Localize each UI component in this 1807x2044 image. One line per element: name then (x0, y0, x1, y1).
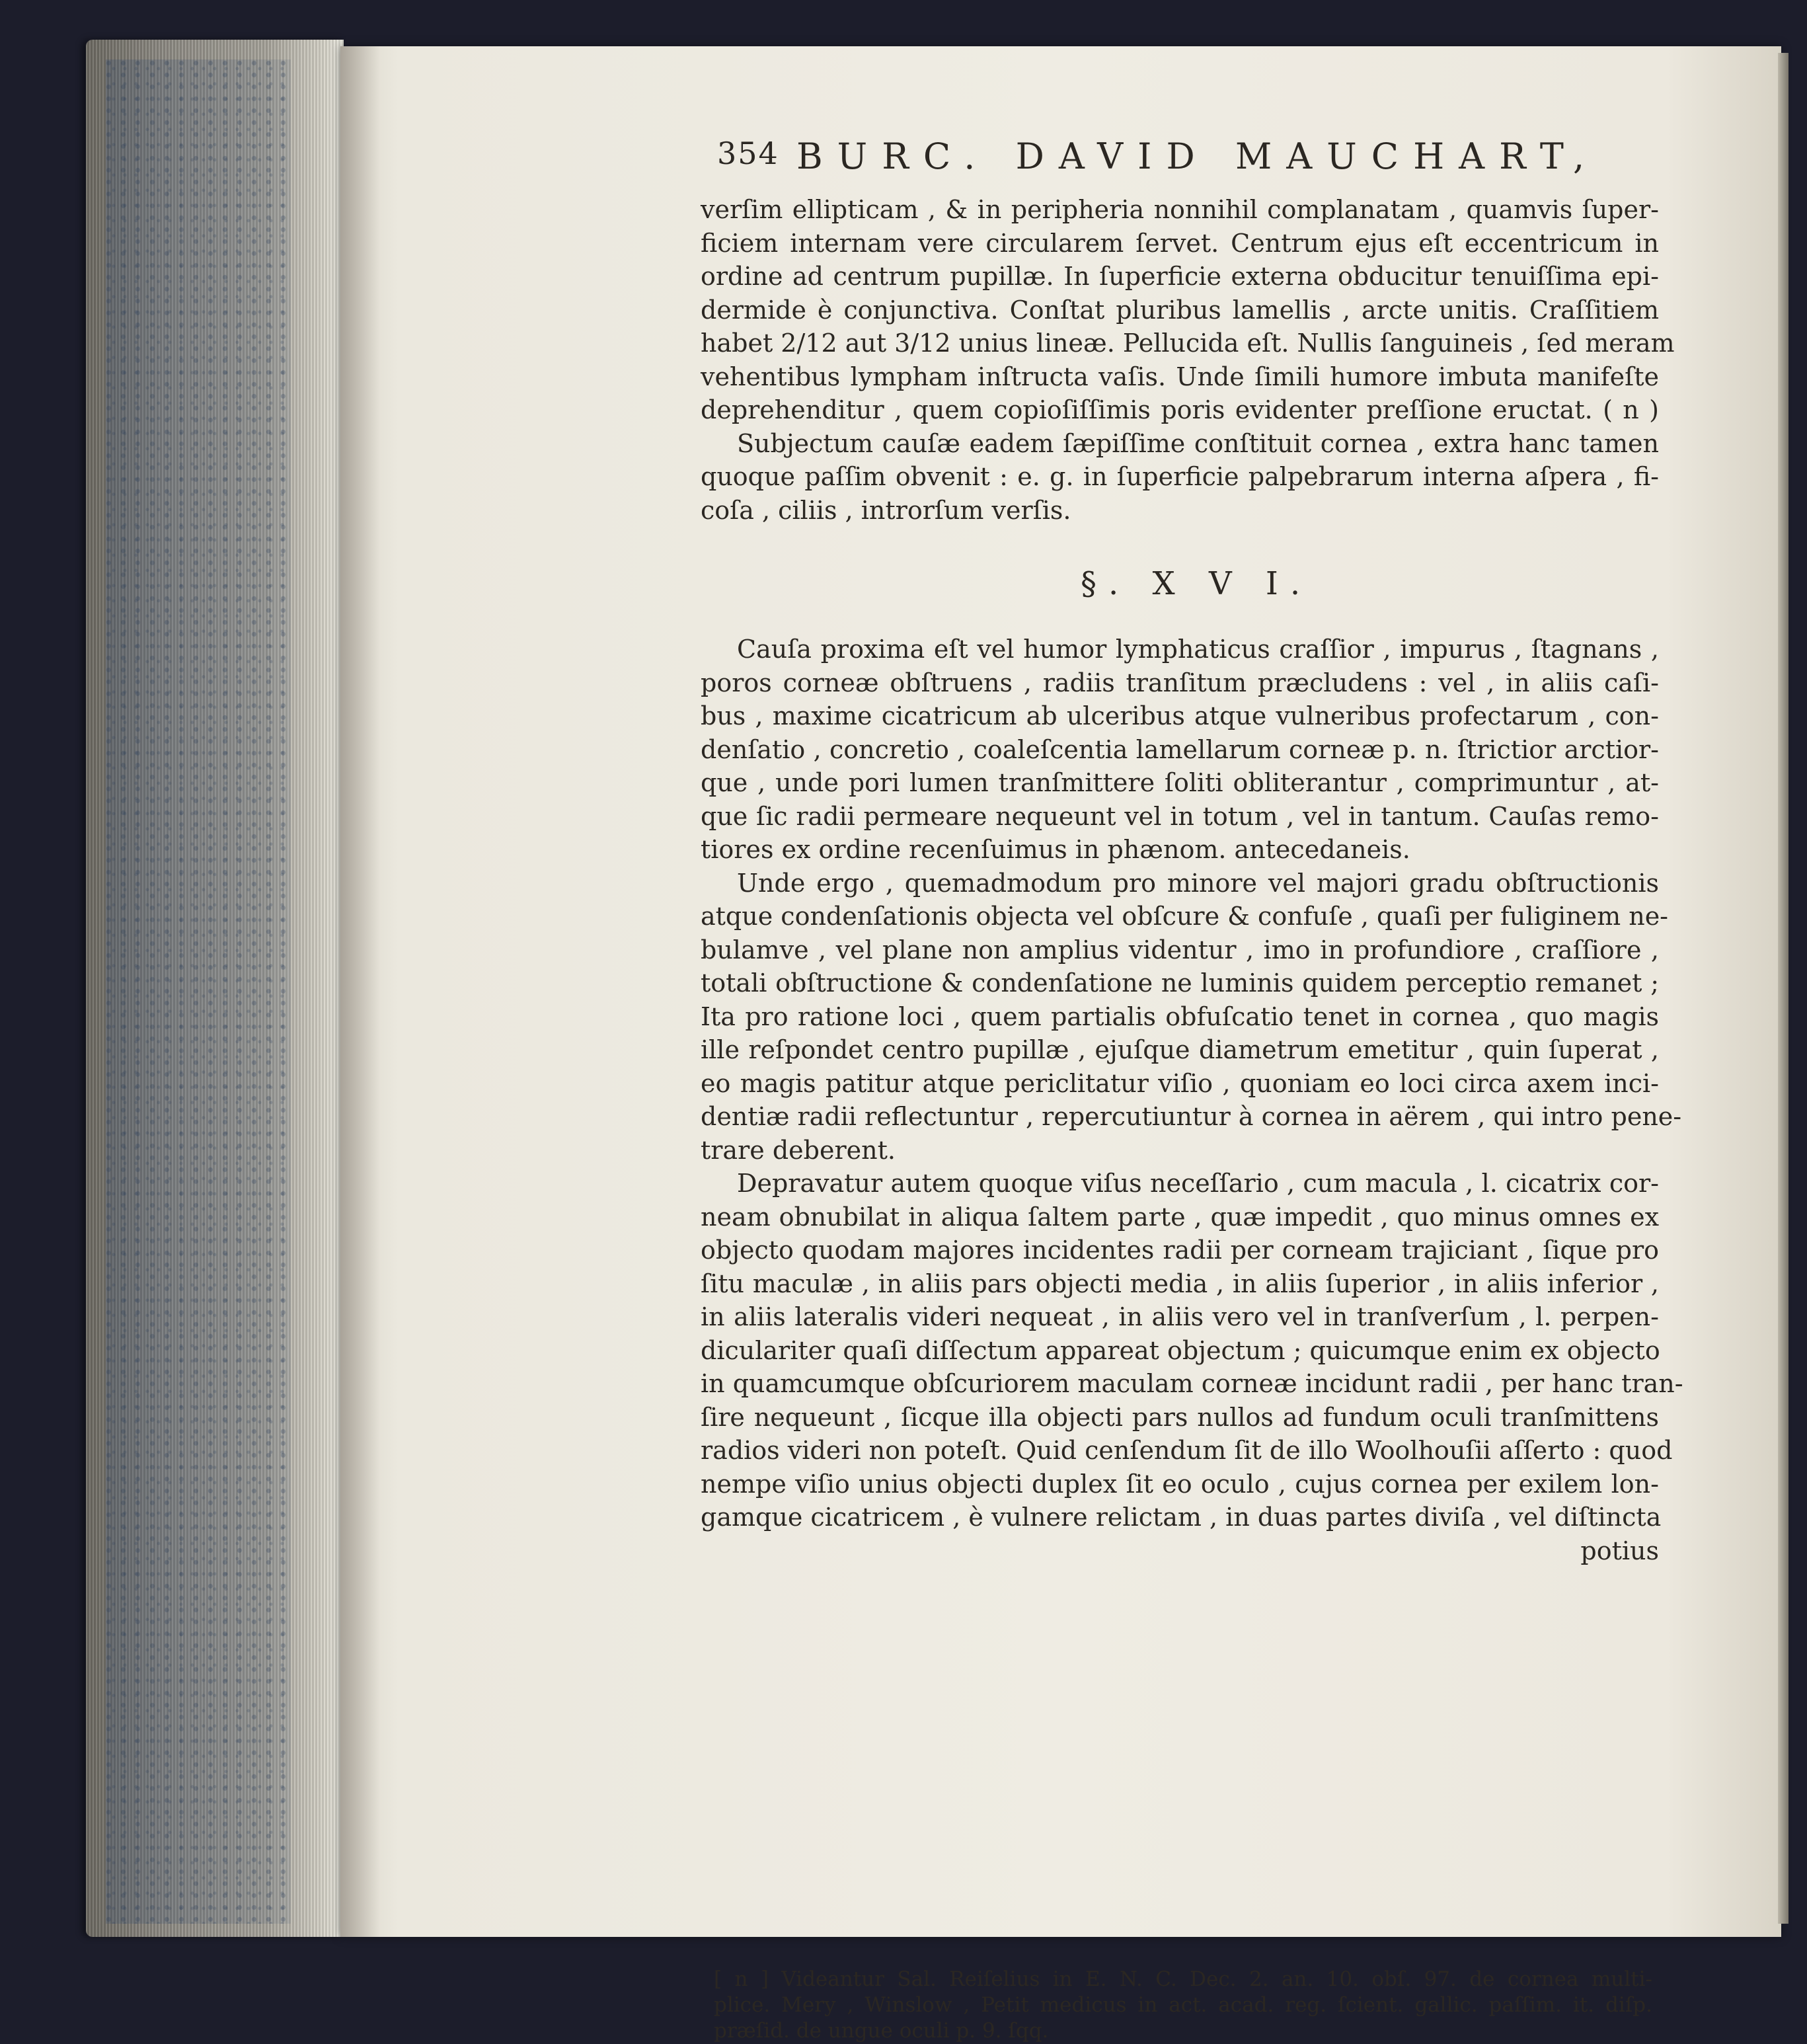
section-heading: §. X V I. (1081, 565, 1313, 602)
text-line: totali obſtructione & condenſatione ne luminis quidem perceptio remanet ; (701, 968, 1659, 998)
catchword: potius (1580, 1536, 1659, 1565)
footnote-line: plice. Mery , Winslow , Petit medicus in act. acad. reg. ſcient. gallic. paſſim. it. diſp. (714, 1993, 1652, 2017)
text-line: diculariter quaſi diſſectum appareat objectum ; quicumque enim ex objecto (701, 1335, 1660, 1365)
text-line: radios videri non poteſt. Quid cenſendum ſit de illo Woolhouſii aſſerto : quod (701, 1436, 1673, 1465)
text-line: Unde ergo , quemadmodum pro minore vel majori gradu obſtructionis (737, 868, 1659, 898)
page-number: 354 (717, 136, 779, 171)
text-line: Cauſa proxima eſt vel humor lymphaticus craſſior , impurus , ſtagnans , (737, 635, 1659, 664)
text-line: in aliis lateralis videri nequeat , in aliis vero vel in tranſverſum , l. perpen- (701, 1302, 1659, 1331)
page-block-speckle (106, 59, 291, 1924)
text-line: denſatio , concretio , coaleſcentia lamellarum corneæ p. n. ſtrictior arctior- (701, 734, 1659, 764)
text-line: dermide è conjunctiva. Conſtat pluribus lamellis , arcte unitis. Craſſitiem (701, 295, 1659, 325)
text-line: coſa , ciliis , introrſum verſis. (701, 495, 1071, 525)
text-line: que ſic radii permeare nequeunt vel in totum , vel in tantum. Cauſas remo- (701, 801, 1659, 831)
page-right-edge (1778, 53, 1788, 1924)
footnote-line: [ n ] Videantur Sal. Reiſelius in E. N. C. Dec. 2. an. 10. obſ. 97. de cornea multi- (714, 1967, 1652, 1991)
text-line: in quamcumque obſcuriorem maculam corneæ incidunt radii , per hanc tran- (701, 1369, 1683, 1398)
text-line: poros corneæ obſtruens , radiis tranſitum præcludens : vel , in aliis caſi- (701, 668, 1659, 697)
text-line: bulamve , vel plane non amplius videntur , imo in profundiore , craſſiore , (701, 935, 1659, 964)
top-text-block (701, 193, 1675, 527)
text-line: ordine ad centrum pupillæ. In ſuperficie externa obducitur tenuiſſima epi- (701, 262, 1659, 291)
running-head: BURC. DAVID MAUCHART, (796, 136, 1599, 177)
text-line: habet 2/12 aut 3/12 unius lineæ. Pellucida eſt. Nullis ſanguineis , ſed meram (701, 329, 1675, 358)
footnote-line: præſid. de ungue oculi p. 9. ſqq. (714, 2019, 1049, 2043)
text-line: verſim ellipticam , & in peripheria nonnihil complanatam , quamvis ſuper- (701, 195, 1659, 224)
text-line: neam obnubilat in aliqua ſaltem parte , quæ impedit , quo minus omnes ex (701, 1202, 1659, 1232)
text-line: trare deberent. (701, 1135, 896, 1165)
text-line: nempe viſio unius objecti duplex ſit eo oculo , cujus cornea per exilem lon- (701, 1469, 1659, 1499)
text-line: objecto quodam majores incidentes radii per corneam trajiciant , ſique pro (701, 1236, 1659, 1265)
text-line: Depravatur autem quoque viſus neceſſario , cum macula , l. cicatrix cor- (737, 1169, 1659, 1198)
text-line: gamque cicatricem , è vulnere relictam , in duas partes diviſa , vel diſtincta (701, 1503, 1662, 1532)
footnote (714, 1967, 1652, 2044)
text-line: bus , maxime cicatricum ab ulceribus atque vulneribus profectarum , con- (701, 701, 1659, 730)
text-line: eo magis patitur atque periclitatur viſio , quoniam eo loci circa axem inci- (701, 1068, 1659, 1098)
text-line: Subjectum cauſæ eadem ſæpiſſime conſtituit cornea , extra hanc tamen (737, 428, 1659, 458)
text-line: dentiæ radii reflectuntur , repercutiuntur à cornea in aërem , qui intro pene- (701, 1102, 1682, 1131)
text-line: ille reſpondet centro pupillæ , ejuſque diametrum emetitur , quin ſuperat , (701, 1035, 1659, 1064)
text-line: atque condenſationis objecta vel obſcure & confuſe , quaſi per fuliginem ne- (701, 902, 1669, 931)
text-line: ſitu maculæ , in aliis pars objecti media , in aliis ſuperior , in aliis inferior , (701, 1269, 1659, 1298)
text-line: tiores ex ordine recenſuimus in phænom. antecedaneis. (701, 835, 1410, 864)
section-body (701, 633, 1683, 1567)
text-line: Ita pro ratione loci , quem partialis obfuſcatio tenet in cornea , quo magis (701, 1002, 1659, 1031)
text-line: ſire nequeunt , ſicque illa objecti pars nullos ad fundum oculi tranſmittens (701, 1402, 1659, 1432)
text-line: vehentibus lympham inſtructa vaſis. Unde ſimili humore imbuta manifeſte (701, 362, 1659, 391)
page-header (717, 136, 1709, 188)
text-line: ficiem internam vere circularem ſervet. Centrum ejus eſt eccentricum in (701, 228, 1659, 258)
gutter-shadow (340, 46, 380, 1937)
text-line: que , unde pori lumen tranſmittere ſoliti obliterantur , comprimuntur , at- (701, 768, 1659, 797)
text-line: deprehenditur , quem copioſiſſimis poris evidenter preſſione eructat. ( n ) (701, 395, 1659, 424)
text-line: quoque paſſim obvenit : e. g. in ſuperficie palpebrarum interna aſpera , fi- (701, 462, 1659, 491)
